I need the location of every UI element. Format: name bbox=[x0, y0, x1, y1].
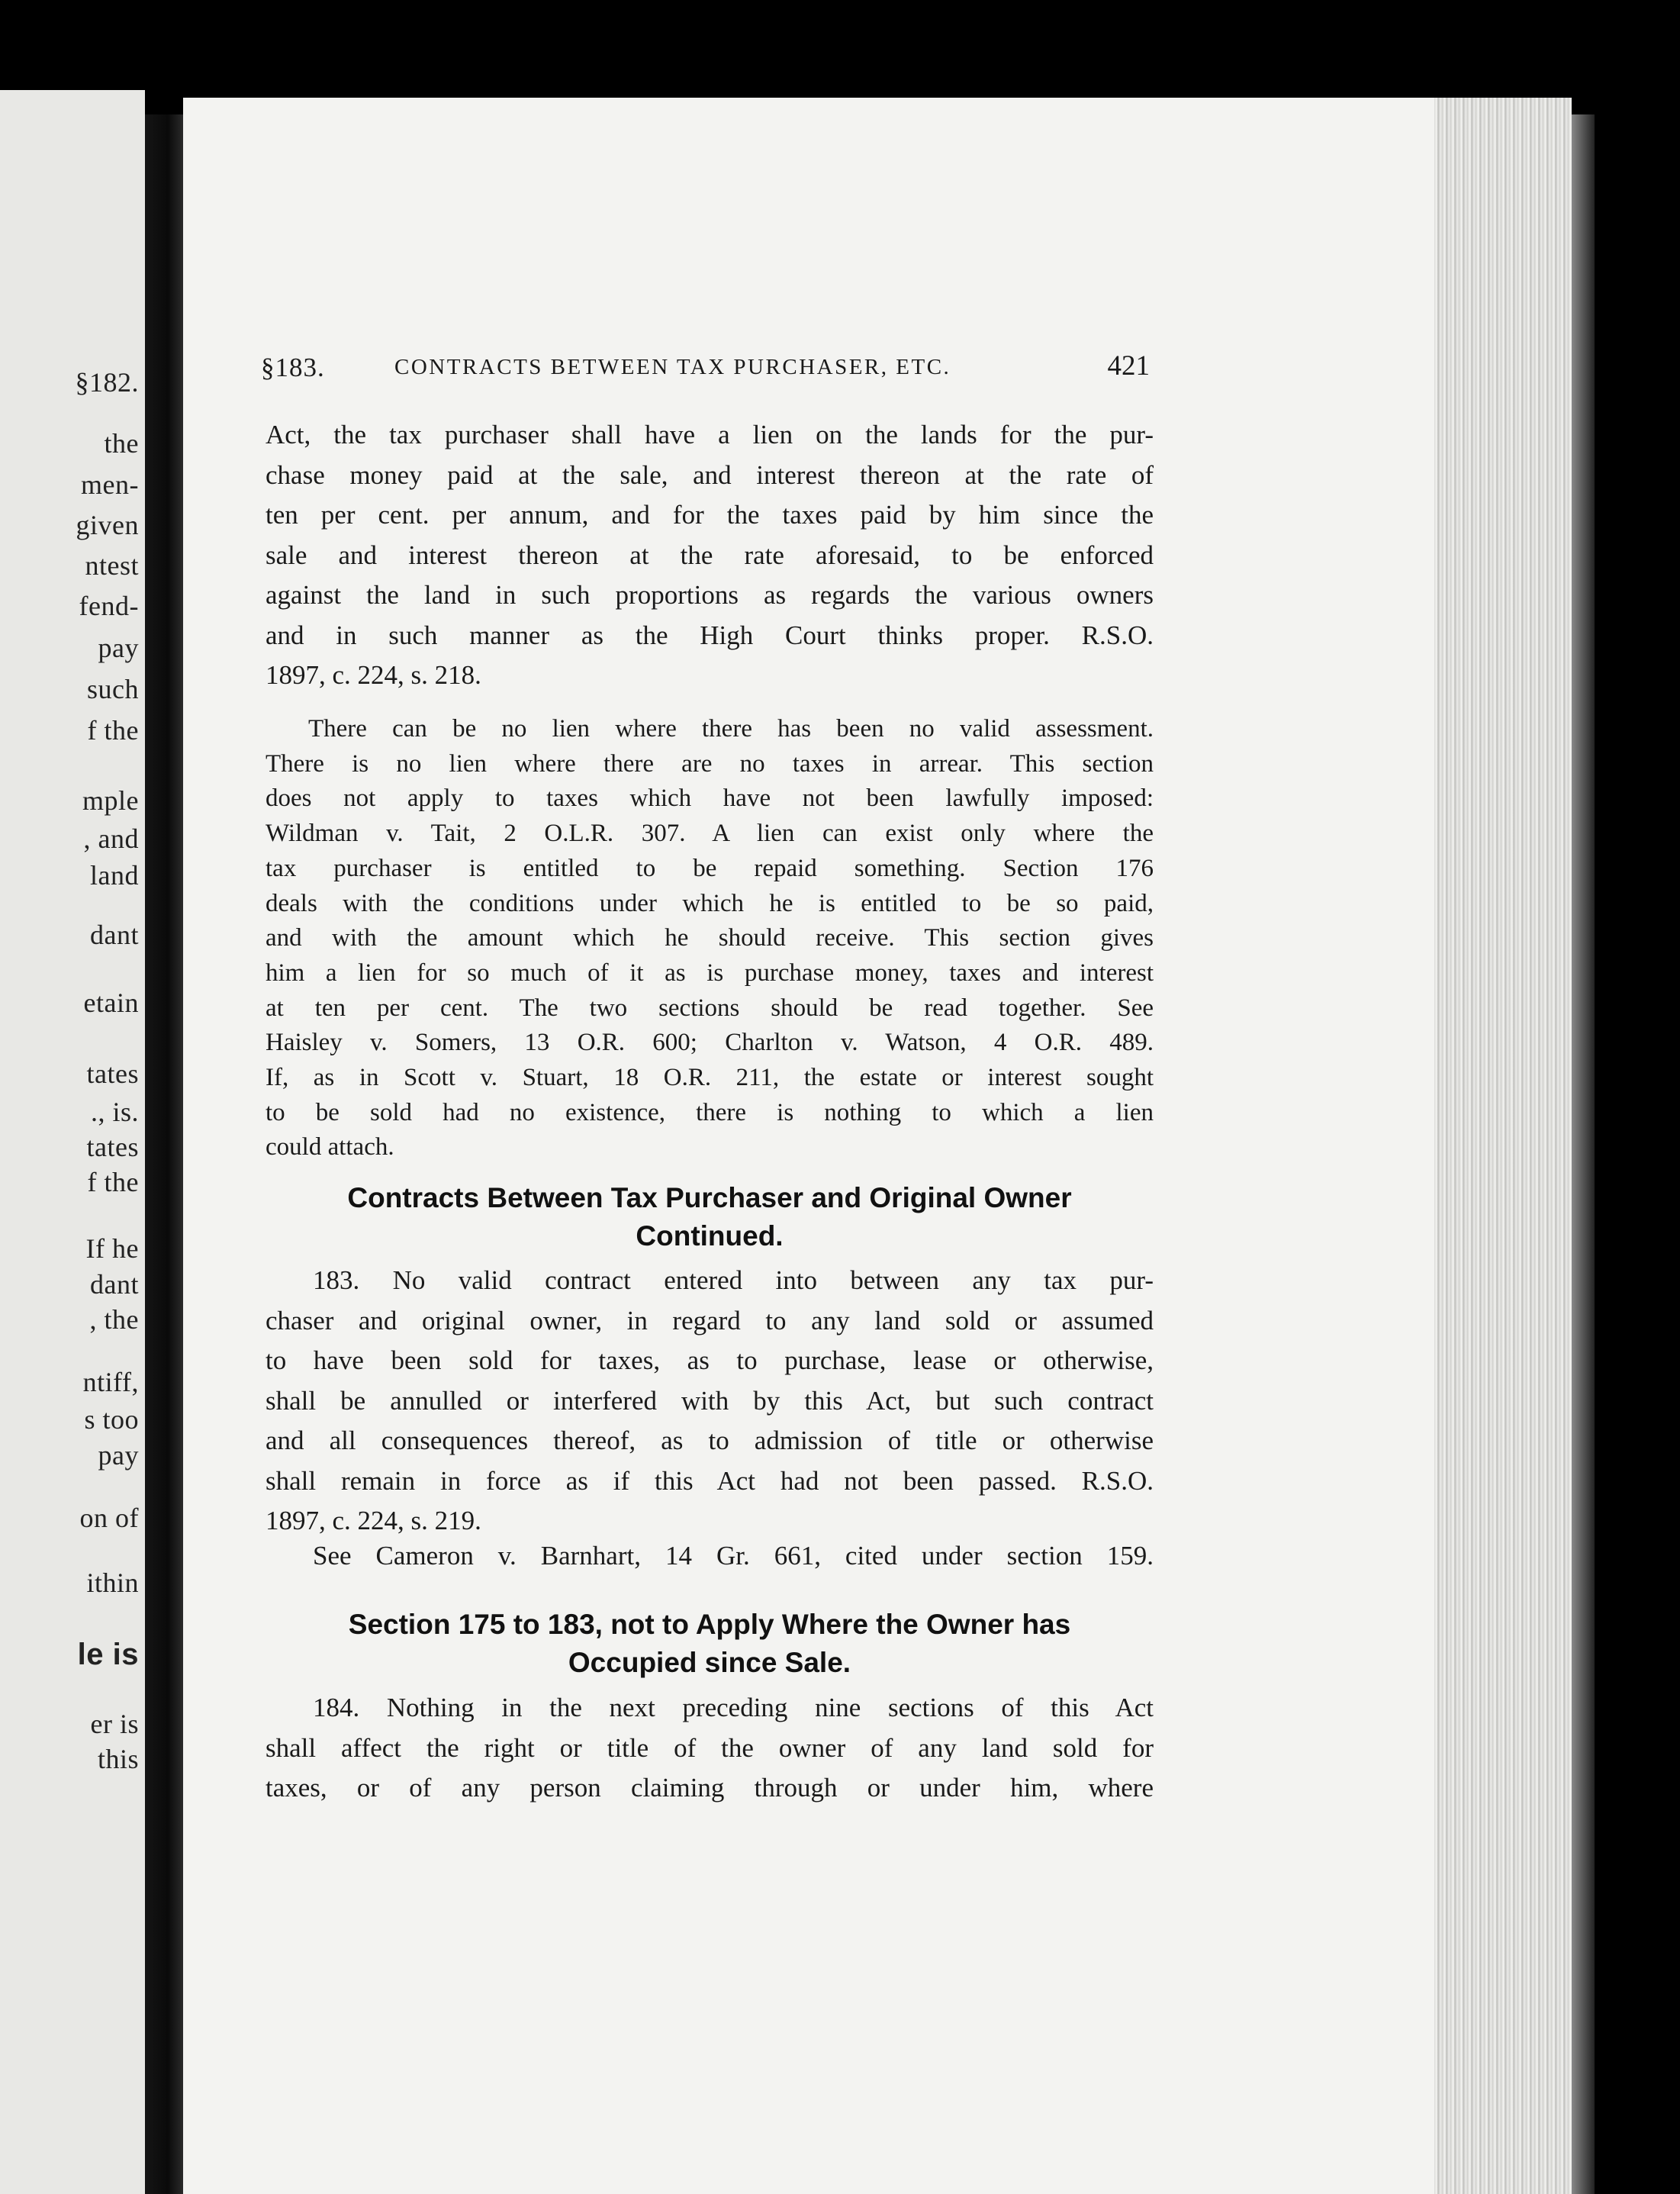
text-line: could attach. bbox=[266, 1133, 394, 1161]
text-line: him a lien for so much of it as is purchase money, taxes and interest bbox=[266, 958, 1154, 987]
text-line: to be sold had no existence, there is nothing to which a lien bbox=[266, 1098, 1154, 1126]
text-line: Wildman v. Tait, 2 O.L.R. 307. A lien can exist only where the bbox=[266, 820, 1154, 848]
left-fragment: le is bbox=[77, 1638, 139, 1671]
page-number: 421 bbox=[1107, 350, 1150, 382]
left-fragment: §182. bbox=[75, 367, 139, 398]
left-facing-page bbox=[0, 90, 145, 2194]
header-section: §183. bbox=[261, 353, 325, 382]
left-fragment: mple bbox=[82, 785, 139, 816]
left-fragment: such bbox=[87, 674, 139, 704]
left-fragment: f the bbox=[87, 715, 139, 746]
left-fragment: pay bbox=[98, 1440, 139, 1471]
section-heading bbox=[266, 1606, 1154, 1682]
text-line: Haisley v. Somers, 13 O.R. 600; Charlton v. Watson, 4 O.R. 489. bbox=[266, 1029, 1154, 1057]
text-line: 183. No valid contract entered into between any tax pur- bbox=[313, 1265, 1154, 1295]
left-fragment: on of bbox=[79, 1503, 139, 1533]
text-line: ten per cent. per annum, and for the taxes paid by him since the bbox=[266, 500, 1154, 530]
text-line: chaser and original owner, in regard to any land sold or assumed bbox=[266, 1305, 1154, 1335]
left-fragment: ntiff, bbox=[82, 1367, 139, 1397]
text-line: 1897, c. 224, s. 219. bbox=[266, 1506, 481, 1535]
left-fragment: given bbox=[76, 510, 139, 540]
annotation-note bbox=[266, 712, 1154, 1165]
text-line: 1897, c. 224, s. 218. bbox=[266, 660, 481, 690]
text-line: chase money paid at the sale, and interest thereon at the rate of bbox=[266, 459, 1154, 490]
left-fragment: f the bbox=[87, 1167, 139, 1197]
statute-section-184 bbox=[266, 1688, 1154, 1809]
statute-section-183 bbox=[266, 1261, 1154, 1542]
section-heading bbox=[266, 1179, 1154, 1255]
left-fragment: land bbox=[90, 860, 139, 891]
text-line: There can be no lien where there has been no valid assessment. bbox=[308, 715, 1154, 743]
text-line: against the land in such proportions as regards the various owners bbox=[266, 580, 1154, 610]
header-title: CONTRACTS BETWEEN TAX PURCHASER, ETC. bbox=[394, 355, 951, 379]
page-edges bbox=[1434, 98, 1572, 2194]
left-fragment: er is bbox=[90, 1709, 139, 1739]
text-line: sale and interest thereon at the rate aforesaid, to be enforced bbox=[266, 540, 1154, 570]
text-line: and with the amount which he should receive. This section gives bbox=[266, 924, 1154, 952]
left-fragment: If he bbox=[85, 1233, 139, 1264]
running-header bbox=[261, 350, 1150, 391]
text-line: If, as in Scott v. Stuart, 18 O.R. 211, the estate or interest sought bbox=[266, 1064, 1154, 1092]
heading-line: Continued. bbox=[636, 1220, 784, 1252]
book-gutter bbox=[145, 114, 183, 2194]
text-line: deals with the conditions under which he is entitled to be so paid, bbox=[266, 889, 1154, 917]
left-fragment: fend- bbox=[79, 591, 139, 621]
text-line: 184. Nothing in the next preceding nine sections of this Act bbox=[313, 1693, 1154, 1722]
left-fragment: ntest bbox=[85, 550, 139, 581]
annotation-note bbox=[266, 1536, 1154, 1577]
heading-line: Contracts Between Tax Purchaser and Original Owner bbox=[347, 1182, 1072, 1213]
text-line: shall be annulled or interfered with by this Act, but such contract bbox=[266, 1385, 1154, 1416]
text-line: to have been sold for taxes, as to purchase, lease or otherwise, bbox=[266, 1345, 1154, 1375]
text-line: See Cameron v. Barnhart, 14 Gr. 661, cited under section 159. bbox=[313, 1541, 1154, 1571]
text-line: and in such manner as the High Court thinks proper. R.S.O. bbox=[266, 620, 1154, 650]
heading-line: Section 175 to 183, not to Apply Where the Owner has bbox=[348, 1609, 1071, 1640]
text-line: There is no lien where there are no taxes in arrear. This section bbox=[266, 749, 1154, 778]
left-fragment: pay bbox=[98, 633, 139, 663]
heading-line: Occupied since Sale. bbox=[568, 1647, 851, 1678]
text-line: and all consequences thereof, as to admission of title or otherwise bbox=[266, 1426, 1154, 1455]
left-fragment: s too bbox=[84, 1404, 139, 1435]
left-fragment: dant bbox=[90, 1269, 139, 1300]
text-line: tax purchaser is entitled to be repaid something. Section 176 bbox=[266, 854, 1154, 882]
left-fragment: etain bbox=[83, 987, 139, 1018]
left-fragment: men- bbox=[81, 469, 139, 500]
left-fragment: tates bbox=[86, 1058, 139, 1089]
left-fragment: this bbox=[97, 1744, 139, 1774]
text-line: shall remain in force as if this Act had not been passed. R.S.O. bbox=[266, 1465, 1154, 1496]
text-line: does not apply to taxes which have not been lawfully imposed: bbox=[266, 784, 1154, 813]
statute-paragraph bbox=[266, 415, 1154, 696]
page-edge-shadow bbox=[1572, 114, 1595, 2194]
text-line: at ten per cent. The two sections should be read together. See bbox=[266, 994, 1154, 1022]
left-fragment: , and bbox=[83, 823, 139, 854]
left-fragment: ., is. bbox=[90, 1097, 139, 1127]
left-fragment: , the bbox=[89, 1304, 139, 1335]
left-fragment: tates bbox=[86, 1132, 139, 1162]
left-fragment: ithin bbox=[86, 1567, 139, 1598]
text-line: Act, the tax purchaser shall have a lien on the lands for the pur- bbox=[266, 420, 1154, 449]
text-line: taxes, or of any person claiming through or under him, where bbox=[266, 1773, 1154, 1803]
left-fragment: the bbox=[104, 428, 139, 459]
text-line: shall affect the right or title of the owner of any land sold for bbox=[266, 1732, 1154, 1763]
left-fragment: dant bbox=[90, 920, 139, 950]
